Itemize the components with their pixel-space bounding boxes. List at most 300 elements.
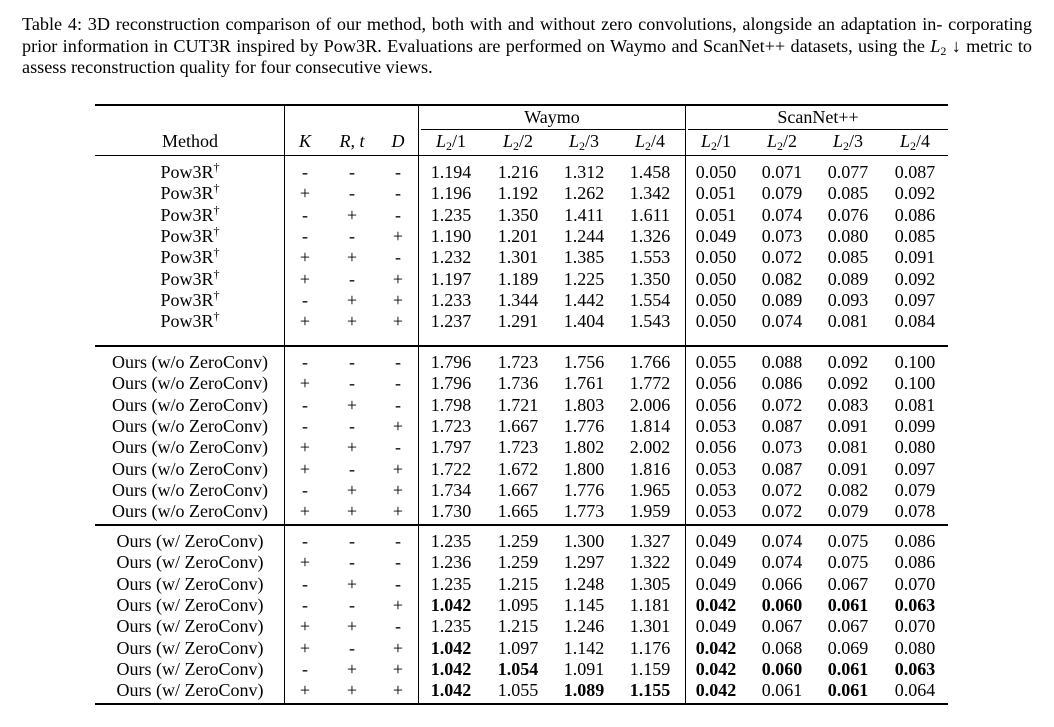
flag-cell: +	[392, 268, 404, 289]
flag-cell: +	[346, 311, 358, 332]
method-cell: Ours (w/o ZeroConv)	[112, 437, 268, 458]
column-header-metric-4: $L_2/4$	[634, 131, 666, 153]
caption-metric: $L_2$	[930, 35, 947, 58]
value-cell: 1.089	[563, 680, 605, 701]
value-cell: 0.051	[695, 204, 737, 225]
group-header-scannet: ScanNet++	[777, 107, 859, 127]
flag-cell: +	[392, 637, 404, 658]
flag-cell: -	[395, 373, 401, 394]
flag-cell: -	[395, 552, 401, 573]
value-cell: 0.060	[761, 594, 803, 615]
value-cell: 0.063	[894, 594, 936, 615]
value-cell: 1.756	[563, 352, 605, 372]
method-cell: Pow3R†	[160, 223, 220, 246]
flag-cell: -	[349, 637, 355, 658]
flag-cell: +	[299, 680, 311, 701]
column-header-d: D	[391, 131, 405, 151]
flag-cell: +	[346, 204, 358, 225]
value-cell: 0.049	[695, 616, 737, 637]
value-cell: 0.060	[761, 658, 803, 679]
flag-cell: -	[302, 594, 308, 615]
value-cell: 1.259	[497, 531, 539, 551]
value-cell: 1.385	[563, 247, 605, 268]
value-cell: 0.087	[761, 415, 803, 436]
value-cell: 0.070	[894, 573, 936, 594]
value-cell: 0.067	[827, 573, 869, 594]
flag-cell: +	[299, 637, 311, 658]
value-cell: 1.800	[563, 458, 605, 479]
method-cell: Ours (w/o ZeroConv)	[112, 458, 268, 479]
value-cell: 0.100	[894, 373, 936, 394]
waymo-cmidrule	[421, 129, 685, 130]
value-cell: 0.064	[894, 680, 936, 701]
value-cell: 0.092	[894, 268, 936, 289]
value-cell: 0.081	[827, 311, 869, 332]
flag-cell: -	[349, 552, 355, 573]
value-cell: 1.176	[629, 637, 671, 658]
flag-cell: -	[395, 352, 401, 372]
flag-cell: +	[346, 658, 358, 679]
value-cell: 0.067	[827, 616, 869, 637]
value-cell: 0.100	[894, 352, 936, 372]
value-cell: 1.411	[564, 204, 604, 225]
value-cell: 1.344	[497, 289, 539, 310]
value-cell: 0.083	[827, 394, 869, 415]
value-cell: 0.067	[761, 616, 803, 637]
header-rule	[95, 155, 948, 156]
value-cell: 1.965	[629, 479, 671, 500]
flag-cell: -	[302, 204, 308, 225]
flag-cell: +	[392, 415, 404, 436]
value-cell: 0.063	[894, 658, 936, 679]
column-header-metric-5: $L_2/1$	[700, 131, 732, 153]
value-cell: 0.042	[695, 680, 737, 701]
value-cell: 0.049	[695, 531, 737, 551]
flag-cell: -	[349, 225, 355, 246]
value-cell: 0.082	[761, 268, 803, 289]
value-cell: 1.442	[563, 289, 605, 310]
value-cell: 1.772	[629, 373, 671, 394]
flag-cell: -	[302, 162, 308, 182]
value-cell: 0.073	[761, 437, 803, 458]
value-cell: 1.301	[629, 616, 671, 637]
value-cell: 0.074	[761, 311, 803, 332]
value-cell: 0.080	[894, 437, 936, 458]
method-column-divider	[284, 106, 285, 703]
value-cell: 1.959	[629, 501, 671, 522]
flag-cell: +	[346, 616, 358, 637]
flag-cell: +	[392, 311, 404, 332]
value-cell: 0.092	[827, 352, 869, 372]
method-cell: Pow3R†	[160, 160, 220, 182]
flag-cell: -	[395, 247, 401, 268]
value-cell: 1.246	[563, 616, 605, 637]
value-cell: 0.093	[827, 289, 869, 310]
method-cell: Ours (w/o ZeroConv)	[112, 415, 268, 436]
column-header-rt: R, t	[339, 131, 365, 151]
value-cell: 0.050	[695, 268, 737, 289]
value-cell: 1.055	[497, 680, 539, 701]
flag-cell: -	[302, 225, 308, 246]
value-cell: 1.611	[630, 204, 670, 225]
flag-cell: +	[346, 680, 358, 701]
method-cell: Ours (w/ ZeroConv)	[116, 594, 264, 615]
value-cell: 1.458	[629, 162, 671, 182]
value-cell: 0.072	[761, 394, 803, 415]
method-cell: Ours (w/o ZeroConv)	[112, 501, 268, 522]
value-cell: 0.042	[695, 594, 737, 615]
method-cell: Ours (w/ ZeroConv)	[116, 637, 264, 658]
value-cell: 2.002	[629, 437, 671, 458]
value-cell: 1.189	[497, 268, 539, 289]
flag-cell: -	[302, 531, 308, 551]
value-cell: 1.766	[629, 352, 671, 372]
value-cell: 1.259	[497, 552, 539, 573]
table-bottom-rule	[95, 703, 948, 705]
value-cell: 1.054	[497, 658, 539, 679]
value-cell: 1.773	[563, 501, 605, 522]
value-cell: 1.723	[497, 437, 539, 458]
value-cell: 0.053	[695, 415, 737, 436]
value-cell: 1.301	[497, 247, 539, 268]
value-cell: 0.086	[894, 531, 936, 551]
value-cell: 1.734	[430, 479, 472, 500]
value-cell: 1.723	[497, 352, 539, 372]
flag-cell: -	[302, 352, 308, 372]
value-cell: 0.074	[761, 531, 803, 551]
flag-cell: +	[299, 183, 311, 204]
value-cell: 1.095	[497, 594, 539, 615]
method-cell: Ours (w/ ZeroConv)	[116, 573, 264, 594]
flag-cell: +	[346, 501, 358, 522]
value-cell: 1.802	[563, 437, 605, 458]
flag-cell: +	[392, 479, 404, 500]
value-cell: 1.091	[563, 658, 605, 679]
value-cell: 0.079	[894, 479, 936, 500]
flag-cell: +	[392, 594, 404, 615]
flag-cell: +	[299, 552, 311, 573]
value-cell: 0.086	[894, 204, 936, 225]
value-cell: 0.091	[894, 247, 936, 268]
method-cell: Ours (w/o ZeroConv)	[112, 394, 268, 415]
value-cell: 1.244	[563, 225, 605, 246]
value-cell: 0.082	[827, 479, 869, 500]
value-cell: 1.554	[629, 289, 671, 310]
value-cell: 1.803	[563, 394, 605, 415]
flag-cell: -	[349, 415, 355, 436]
column-header-metric-7: $L_2/3$	[832, 131, 864, 153]
value-cell: 1.723	[430, 415, 472, 436]
value-cell: 0.053	[695, 479, 737, 500]
value-cell: 1.042	[430, 637, 472, 658]
value-cell: 1.190	[430, 225, 472, 246]
table-top-rule	[95, 104, 948, 106]
column-header-method: Method	[162, 131, 218, 151]
value-cell: 1.300	[563, 531, 605, 551]
value-cell: 0.077	[827, 162, 869, 182]
value-cell: 1.042	[430, 594, 472, 615]
value-cell: 1.159	[629, 658, 671, 679]
value-cell: 1.736	[497, 373, 539, 394]
value-cell: 0.053	[695, 458, 737, 479]
flag-cell: -	[349, 373, 355, 394]
value-cell: 1.197	[430, 268, 472, 289]
value-cell: 1.297	[563, 552, 605, 573]
value-cell: 0.050	[695, 289, 737, 310]
flag-cell: -	[349, 352, 355, 372]
value-cell: 0.074	[761, 552, 803, 573]
flags-column-divider	[418, 106, 419, 703]
value-cell: 0.079	[827, 501, 869, 522]
scannet-cmidrule	[688, 129, 948, 130]
value-cell: 1.235	[430, 204, 472, 225]
method-cell: Ours (w/o ZeroConv)	[112, 352, 268, 372]
flag-cell: +	[299, 373, 311, 394]
value-cell: 0.061	[827, 658, 869, 679]
column-header-metric-6: $L_2/2$	[766, 131, 798, 153]
value-cell: 1.404	[563, 311, 605, 332]
value-cell: 0.097	[894, 458, 936, 479]
method-cell: Pow3R†	[160, 202, 220, 225]
method-cell: Ours (w/ ZeroConv)	[116, 616, 264, 637]
value-cell: 0.056	[695, 373, 737, 394]
value-cell: 1.322	[629, 552, 671, 573]
method-cell: Ours (w/ ZeroConv)	[116, 531, 264, 551]
value-cell: 1.215	[497, 573, 539, 594]
method-cell: Pow3R†	[160, 266, 220, 289]
dataset-column-divider	[685, 106, 686, 703]
flag-cell: +	[392, 680, 404, 701]
value-cell: 0.088	[761, 352, 803, 372]
flag-cell: +	[392, 501, 404, 522]
flag-cell: -	[349, 183, 355, 204]
value-cell: 0.075	[827, 531, 869, 551]
method-cell: Ours (w/ ZeroConv)	[116, 552, 264, 573]
flag-cell: -	[395, 437, 401, 458]
flag-cell: -	[349, 594, 355, 615]
value-cell: 0.056	[695, 437, 737, 458]
value-cell: 1.342	[629, 183, 671, 204]
value-cell: 0.085	[827, 183, 869, 204]
value-cell: 1.155	[629, 680, 671, 701]
value-cell: 0.072	[761, 501, 803, 522]
flag-cell: +	[299, 501, 311, 522]
value-cell: 1.225	[563, 268, 605, 289]
value-cell: 0.087	[894, 162, 936, 182]
value-cell: 1.233	[430, 289, 472, 310]
value-cell: 1.761	[563, 373, 605, 394]
column-header-metric-8: $L_2/4$	[899, 131, 931, 153]
value-cell: 1.262	[563, 183, 605, 204]
value-cell: 0.072	[761, 247, 803, 268]
value-cell: 0.068	[761, 637, 803, 658]
value-cell: 1.196	[430, 183, 472, 204]
flag-cell: -	[395, 204, 401, 225]
value-cell: 0.081	[894, 394, 936, 415]
value-cell: 1.672	[497, 458, 539, 479]
value-cell: 1.215	[497, 616, 539, 637]
value-cell: 0.049	[695, 225, 737, 246]
method-cell: Pow3R†	[160, 309, 220, 332]
group-header-waymo: Waymo	[524, 107, 580, 127]
value-cell: 0.071	[761, 162, 803, 182]
value-cell: 1.237	[430, 311, 472, 332]
method-cell: Pow3R†	[160, 181, 220, 204]
flag-cell: +	[346, 437, 358, 458]
flag-cell: -	[395, 531, 401, 551]
value-cell: 1.312	[563, 162, 605, 182]
value-cell: 0.092	[827, 373, 869, 394]
value-cell: 1.235	[430, 531, 472, 551]
value-cell: 1.181	[629, 594, 671, 615]
value-cell: 0.055	[695, 352, 737, 372]
value-cell: 0.061	[827, 680, 869, 701]
value-cell: 1.350	[629, 268, 671, 289]
flag-cell: +	[346, 573, 358, 594]
flag-cell: +	[346, 394, 358, 415]
value-cell: 1.194	[430, 162, 472, 182]
value-cell: 0.072	[761, 479, 803, 500]
flag-cell: -	[302, 479, 308, 500]
flag-cell: -	[395, 394, 401, 415]
value-cell: 0.050	[695, 162, 737, 182]
flag-cell: -	[349, 162, 355, 182]
value-cell: 1.730	[430, 501, 472, 522]
value-cell: 0.070	[894, 616, 936, 637]
flag-cell: -	[302, 573, 308, 594]
value-cell: 1.816	[629, 458, 671, 479]
value-cell: 0.085	[827, 247, 869, 268]
flag-cell: -	[302, 415, 308, 436]
value-cell: 0.042	[695, 637, 737, 658]
value-cell: 1.553	[629, 247, 671, 268]
flag-cell: +	[392, 658, 404, 679]
value-cell: 1.326	[629, 225, 671, 246]
method-cell: Ours (w/ ZeroConv)	[116, 658, 264, 679]
flag-cell: -	[395, 162, 401, 182]
caption-prefix: Table 4: 3D reconstruction comparison of our method, both with and without zero convolutions, alongside an adaptation in- corporating prior information in CUT3R inspired by Pow3R. Evaluations are performed on Waymo and ScanNet++ datasets, using the	[22, 14, 1032, 56]
flag-cell: +	[346, 289, 358, 310]
value-cell: 1.291	[497, 311, 539, 332]
value-cell: 0.089	[827, 268, 869, 289]
method-cell: Pow3R†	[160, 245, 220, 268]
column-header-metric-3: $L_2/3$	[568, 131, 600, 153]
value-cell: 0.086	[761, 373, 803, 394]
value-cell: 1.798	[430, 394, 472, 415]
value-cell: 0.066	[761, 573, 803, 594]
flag-cell: -	[395, 183, 401, 204]
value-cell: 0.074	[761, 204, 803, 225]
value-cell: 1.796	[430, 373, 472, 394]
flag-cell: +	[299, 247, 311, 268]
value-cell: 1.776	[563, 415, 605, 436]
value-cell: 1.236	[430, 552, 472, 573]
value-cell: 0.053	[695, 501, 737, 522]
value-cell: 1.350	[497, 204, 539, 225]
value-cell: 2.006	[629, 394, 671, 415]
value-cell: 0.079	[761, 183, 803, 204]
method-cell: Ours (w/o ZeroConv)	[112, 373, 268, 394]
value-cell: 0.099	[894, 415, 936, 436]
flag-cell: +	[346, 479, 358, 500]
flag-cell: -	[302, 394, 308, 415]
value-cell: 1.796	[430, 352, 472, 372]
value-cell: 0.087	[761, 458, 803, 479]
value-cell: 1.776	[563, 479, 605, 500]
flag-cell: +	[299, 311, 311, 332]
flag-cell: +	[392, 289, 404, 310]
method-cell: Ours (w/ ZeroConv)	[116, 680, 264, 701]
value-cell: 0.092	[894, 183, 936, 204]
value-cell: 1.305	[629, 573, 671, 594]
value-cell: 1.145	[563, 594, 605, 615]
value-cell: 0.050	[695, 311, 737, 332]
value-cell: 1.797	[430, 437, 472, 458]
flag-cell: +	[392, 458, 404, 479]
column-header-k: K	[298, 131, 312, 151]
flag-cell: -	[395, 616, 401, 637]
flag-cell: +	[299, 458, 311, 479]
value-cell: 0.050	[695, 247, 737, 268]
value-cell: 0.097	[894, 289, 936, 310]
value-cell: 1.097	[497, 637, 539, 658]
section-rule-1	[95, 345, 948, 347]
value-cell: 1.142	[563, 637, 605, 658]
value-cell: 1.667	[497, 415, 539, 436]
flag-cell: +	[299, 437, 311, 458]
value-cell: 0.080	[894, 637, 936, 658]
value-cell: 0.084	[894, 311, 936, 332]
column-header-metric-1: $L_2/1$	[435, 131, 467, 153]
value-cell: 1.232	[430, 247, 472, 268]
caption-suffix: ↓ metric to assess reconstruction quality for four consecutive views.	[22, 35, 1033, 77]
value-cell: 0.089	[761, 289, 803, 310]
value-cell: 0.086	[894, 552, 936, 573]
value-cell: 1.248	[563, 573, 605, 594]
value-cell: 0.061	[827, 594, 869, 615]
column-header-metric-2: $L_2/2$	[502, 131, 534, 153]
flag-cell: -	[302, 289, 308, 310]
value-cell: 0.051	[695, 183, 737, 204]
value-cell: 0.076	[827, 204, 869, 225]
value-cell: 1.042	[430, 680, 472, 701]
value-cell: 0.042	[695, 658, 737, 679]
value-cell: 0.056	[695, 394, 737, 415]
method-cell: Ours (w/o ZeroConv)	[112, 479, 268, 500]
flag-cell: +	[299, 268, 311, 289]
flag-cell: -	[349, 268, 355, 289]
flag-cell: +	[392, 225, 404, 246]
value-cell: 1.665	[497, 501, 539, 522]
flag-cell: -	[302, 658, 308, 679]
value-cell: 1.235	[430, 616, 472, 637]
value-cell: 0.091	[827, 415, 869, 436]
value-cell: 0.049	[695, 573, 737, 594]
value-cell: 1.667	[497, 479, 539, 500]
value-cell: 0.049	[695, 552, 737, 573]
value-cell: 1.235	[430, 573, 472, 594]
flag-cell: +	[299, 616, 311, 637]
value-cell: 0.081	[827, 437, 869, 458]
value-cell: 0.061	[761, 680, 803, 701]
flag-cell: +	[346, 247, 358, 268]
value-cell: 0.078	[894, 501, 936, 522]
section-rule-2	[95, 524, 948, 526]
value-cell: 0.085	[894, 225, 936, 246]
value-cell: 1.042	[430, 658, 472, 679]
value-cell: 0.075	[827, 552, 869, 573]
value-cell: 1.543	[629, 311, 671, 332]
